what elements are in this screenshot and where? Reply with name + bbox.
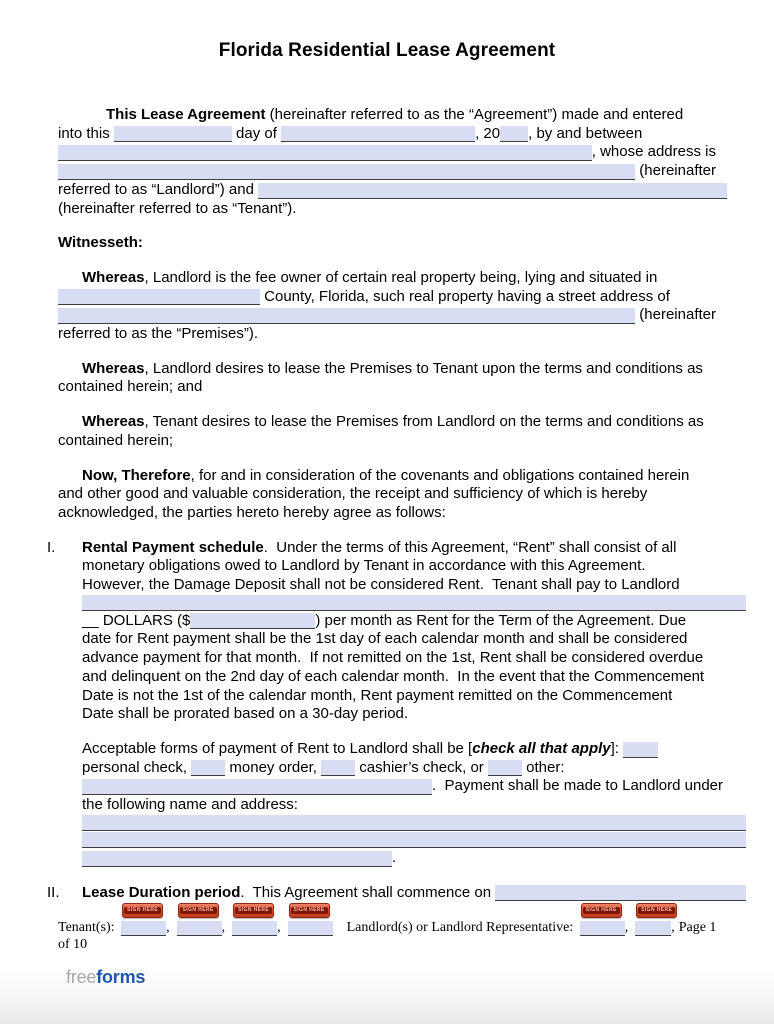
payment-text-1b: ]: (610, 739, 624, 757)
other-payment-description-field[interactable] (82, 779, 432, 795)
therefore-paragraph (58, 467, 716, 523)
section-1-rental-payment (47, 539, 716, 724)
sign-here-tab-label: SIGN HERE (583, 907, 620, 914)
intro-text-2c: , 20 (475, 124, 501, 142)
sign-here-tab-2[interactable] (178, 903, 219, 918)
tenant-initials-field-4[interactable] (288, 907, 333, 936)
section1-text-9: Date is not the 1st of the calendar month, Rent payment remitted on the Commencement (82, 686, 673, 704)
section1-text-3: However, the Damage Deposit shall not be considered Rent. Tenant shall pay to Landlord (82, 576, 680, 594)
mark-personal-check-field[interactable] (623, 742, 658, 758)
section1-text-2: monetary obligations owed to Landlord by Tenant in accordance with this Agreement. (82, 557, 646, 575)
section2-line-1 (82, 884, 716, 903)
intro-line-3 (58, 143, 716, 162)
footer-signature-line (58, 907, 717, 936)
mark-money-order-field[interactable] (191, 760, 225, 776)
logo-free-text: free (66, 967, 97, 988)
sign-here-tab-label: SIGN HERE (638, 907, 675, 914)
intro-text-6: (hereinafter referred to as “Tenant”). (58, 199, 297, 217)
tenant-initials-field-1[interactable] (121, 907, 166, 936)
whereas2-line-1 (58, 360, 716, 379)
whereas2-paragraph (58, 360, 716, 397)
section1-line-4 (82, 595, 716, 612)
therefore-line-1 (58, 467, 716, 486)
whereas1-line-2 (58, 288, 716, 307)
payment-line-3 (82, 777, 724, 796)
section1-text-6: date for Rent payment shall be the 1st day of each calendar month and shall be considered (82, 630, 688, 648)
intro-text-5: referred to as “Landlord”) and (58, 180, 259, 198)
freeforms-logo (66, 967, 716, 988)
mark-cashiers-check-field[interactable] (321, 760, 355, 776)
sign-here-tab-label: SIGN HERE (291, 907, 328, 914)
whereas1-paragraph (58, 269, 716, 344)
mark-other-field[interactable] (488, 760, 522, 776)
whereas1-line-3 (58, 306, 716, 325)
page-number-line-2: of 10 (58, 937, 88, 953)
commencement-day-field[interactable] (114, 126, 232, 142)
premises-street-address-field[interactable] (58, 308, 635, 324)
sign-here-tab-1[interactable] (122, 903, 163, 918)
landlord-initials-field-2[interactable] (635, 907, 673, 936)
witnesseth-heading: Witnesseth: (58, 234, 143, 252)
section-1-heading: Rental Payment schedule (82, 538, 264, 556)
section1-line-8 (82, 668, 716, 687)
footer-comma-5: , (671, 920, 675, 936)
intro-line-6 (58, 200, 716, 219)
payment-text-2b: money order, (225, 758, 322, 776)
intro-text-2d: , by and between (528, 124, 643, 142)
footer-comma-3: , (277, 920, 281, 936)
whereas3-text-2: contained herein; (58, 431, 174, 449)
sign-here-tab-label: SIGN HERE (124, 907, 161, 914)
tenant-name-field[interactable] (258, 183, 727, 199)
intro-text-1: (hereinafter referred to as the “Agreement”) made and entered (265, 106, 684, 123)
intro-line-1 (58, 106, 716, 125)
landlord-label: Landlord(s) or Landlord Representative: (346, 920, 577, 936)
section1-line-1 (82, 539, 716, 558)
payee-name-address-field-3[interactable] (82, 851, 392, 867)
whereas3-line-1 (58, 413, 716, 432)
tenants-label: Tenant(s): (58, 920, 119, 936)
whereas3-text-1: , Tenant desires to lease the Premises from Landlord on the terms and conditions as (144, 413, 704, 431)
therefore-bold-text: Now, Therefore (82, 466, 191, 484)
intro-line-2 (58, 125, 716, 144)
section1-line-6 (82, 630, 716, 649)
section-2-heading: Lease Duration period (82, 883, 241, 901)
therefore-text-3: acknowledged, the parties hereto hereby agree as follows: (58, 503, 446, 521)
therefore-text-1: , for and in consideration of the covenants and obligations contained herein (190, 466, 690, 484)
logo-forms-text: forms (96, 967, 146, 988)
section2-text-1: . This Agreement shall commence on (240, 883, 496, 901)
whereas1-text-3: (hereinafter (635, 306, 716, 324)
sign-here-tab-4[interactable] (289, 903, 330, 918)
sign-here-tab-label: SIGN HERE (180, 907, 217, 914)
sign-here-tab-5[interactable] (581, 903, 622, 918)
section1-line-7 (82, 649, 716, 668)
payment-line-5 (82, 815, 716, 832)
sign-here-tab-label: SIGN HERE (235, 907, 272, 914)
section1-line-10 (82, 705, 716, 724)
lease-agreement-bold-text: This Lease Agreement (106, 106, 266, 123)
whereas2-text-2: contained herein; and (58, 378, 203, 396)
whereas1-text-1: , Landlord is the fee owner of certain real property being, lying and situated in (144, 268, 658, 286)
payment-line-7 (82, 849, 716, 868)
tenant-initials-field-2[interactable] (177, 907, 222, 936)
whereas1-bold-text: Whereas (82, 268, 145, 286)
commencement-year-field[interactable] (500, 126, 528, 142)
whereas1-text-2: County, Florida, such real property having a street address of (260, 287, 670, 305)
whereas3-line-2 (58, 432, 716, 451)
section1-text-1: . Under the terms of this Agreement, “Rent” shall consist of all (263, 538, 677, 556)
section-2-numeral: II. (47, 883, 60, 901)
section-1-numeral: I. (47, 538, 56, 556)
payee-name-address-field-1[interactable] (82, 815, 746, 831)
payment-text-7: . (392, 848, 397, 866)
footer-comma-4: , (624, 920, 629, 936)
sign-here-tab-6[interactable] (636, 903, 677, 918)
whereas1-text-4: referred to as the “Premises”). (58, 325, 259, 343)
whereas2-bold-text: Whereas (82, 359, 145, 377)
payment-text-1a: Acceptable forms of payment of Rent to Landlord shall be [ (82, 739, 473, 757)
intro-text-3: , whose address is (591, 143, 716, 161)
therefore-line-2 (58, 485, 716, 504)
page-title: Florida Residential Lease Agreement (218, 40, 556, 61)
rent-amount-words-field[interactable] (82, 595, 746, 611)
commencement-date-field[interactable] (495, 885, 746, 901)
page-footer (58, 907, 717, 953)
section1-line-3 (82, 576, 716, 595)
commencement-month-field[interactable] (281, 126, 475, 142)
landlord-address-field[interactable] (58, 164, 635, 180)
payment-text-2d: other: (521, 758, 565, 776)
whereas2-text-1: , Landlord desires to lease the Premises to Tenant upon the terms and conditions as (144, 359, 703, 377)
rent-amount-numeric-field[interactable] (190, 613, 315, 629)
intro-text-2a: into this (58, 124, 114, 142)
witnesseth-heading-block (58, 234, 716, 253)
landlord-name-field[interactable] (58, 145, 592, 161)
section1-line-9 (82, 687, 716, 706)
sign-here-tab-3[interactable] (233, 903, 274, 918)
footer-page-line-2 (58, 936, 716, 953)
whereas1-line-4 (58, 325, 716, 344)
section1-text-10: Date shall be prorated based on a 30-day period. (82, 705, 409, 723)
payment-forms-paragraph (82, 739, 724, 868)
section1-line-5 (82, 612, 716, 631)
footer-comma-2: , (221, 920, 226, 936)
payment-text-2a: personal check, (82, 758, 192, 776)
page-number: Page 1 (678, 920, 717, 936)
payment-text-3: . Payment shall be made to Landlord under (432, 777, 724, 795)
section1-line-2 (82, 557, 716, 576)
therefore-text-2: and other good and valuable consideration, the receipt and sufficiency of which is hereby (58, 485, 648, 503)
footer-comma-1: , (166, 920, 170, 936)
intro-text-2b: day of (231, 124, 282, 142)
intro-line-5 (58, 181, 716, 200)
payee-name-address-field-2[interactable] (82, 832, 746, 848)
intro-paragraph (58, 106, 716, 218)
payment-text-4: the following name and address: (82, 796, 298, 814)
payment-line-2 (82, 759, 716, 778)
section1-text-8: and delinquent on the 2nd day of each calendar month. In the event that the Commencement (82, 667, 705, 685)
payment-line-6 (82, 832, 716, 849)
intro-text-4: (hereinafter (635, 162, 716, 180)
payment-line-4 (82, 796, 716, 815)
tenant-initials-field-3[interactable] (232, 907, 277, 936)
whereas3-bold-text: Whereas (82, 413, 145, 431)
payment-line-1 (82, 740, 716, 759)
section1-text-5b: ) per month as Rent for the Term of the Agreement. Due (315, 611, 687, 629)
whereas2-line-2 (58, 378, 716, 397)
therefore-line-3 (58, 504, 716, 523)
whereas3-paragraph (58, 413, 716, 450)
landlord-initials-field-1[interactable] (580, 907, 625, 936)
whereas1-line-1 (58, 269, 716, 288)
county-field[interactable] (58, 289, 260, 305)
section1-text-7: advance payment for that month. If not remitted on the 1st, Rent shall be considered overdue (82, 649, 704, 667)
section-2-lease-duration (47, 884, 716, 903)
intro-line-4 (58, 162, 716, 181)
check-all-that-apply-text: check all that apply (472, 739, 611, 757)
payment-text-2c: cashier’s check, or (355, 758, 488, 776)
section1-text-5a: __ DOLLARS ($ (82, 611, 191, 629)
